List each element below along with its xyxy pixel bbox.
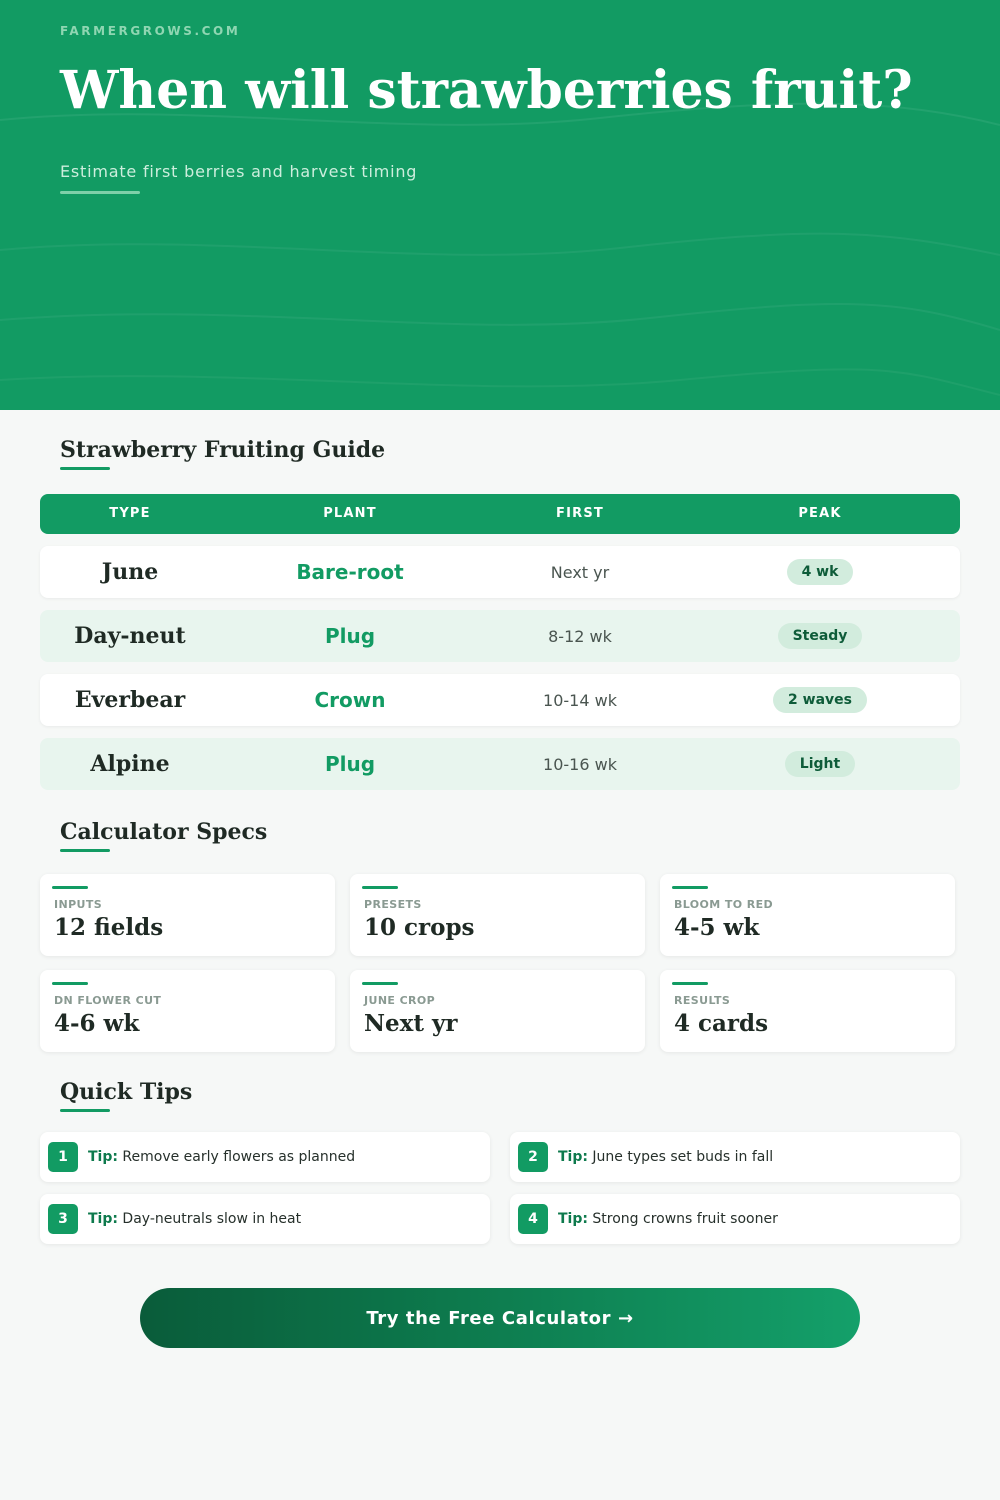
spec-card-june-crop [350,970,645,1052]
site-name: FARMERGROWS.COM [60,24,241,38]
column-header-plant: PLANT [323,506,377,521]
spec-card-presets [350,874,645,956]
table-row [40,546,960,598]
cell-plant: Bare-root [296,560,404,584]
spec-label: PRESETS [364,898,422,911]
spec-value: Next yr [364,1010,458,1037]
tip-number: 3 [48,1204,78,1234]
table-row [40,610,960,662]
table-row [40,738,960,790]
tip-text: June types set buds in fall [592,1149,774,1165]
cell-type: June [101,559,159,585]
cell-first: 10-16 wk [543,754,617,774]
tip-prefix: Tip: [558,1149,588,1165]
spec-card-results [660,970,955,1052]
tip-text: Remove early flowers as planned [122,1149,356,1165]
spec-value: 4-5 wk [674,914,760,941]
spec-value: 4-6 wk [54,1010,140,1037]
tip-item [40,1132,490,1182]
page-title: When will strawberries fruit? [60,60,913,121]
column-header-peak: PEAK [798,506,842,521]
try-calculator-button[interactable]: Try the Free Calculator → [140,1288,860,1348]
card-accent-bar [362,886,398,889]
peak-badge: Light [785,751,855,777]
tip-prefix: Tip: [88,1149,118,1165]
cell-first: 10-14 wk [543,690,617,710]
spec-value: 10 crops [364,914,475,941]
tip-number: 1 [48,1142,78,1172]
spec-card-bloom-to-red [660,874,955,956]
spec-card-inputs [40,874,335,956]
peak-badge: Steady [778,623,863,649]
tips-section-underline [60,1109,110,1112]
cell-first: 8-12 wk [548,626,612,646]
tip-prefix: Tip: [88,1211,118,1227]
tip-prefix: Tip: [558,1211,588,1227]
subtitle-underline [60,191,140,194]
cell-plant: Plug [324,624,376,648]
spec-label: RESULTS [674,994,731,1007]
card-accent-bar [52,982,88,985]
tip-text: Day-neutrals slow in heat [122,1211,302,1227]
specs-section-underline [60,849,110,852]
tip-item [510,1132,960,1182]
cell-plant: Crown [314,688,386,712]
peak-badge: 4 wk [787,559,854,585]
spec-label: DN FLOWER CUT [54,994,162,1007]
cell-type: Everbear [74,687,186,713]
card-accent-bar [362,982,398,985]
card-accent-bar [52,886,88,889]
card-accent-bar [672,982,708,985]
tip-item [510,1194,960,1244]
tip-number: 4 [518,1204,548,1234]
spec-label: BLOOM TO RED [674,898,774,911]
card-accent-bar [672,886,708,889]
guide-section-underline [60,467,110,470]
tips-section-title: Quick Tips [60,1079,193,1105]
hero-banner [0,0,1000,410]
column-header-type: TYPE [109,506,151,521]
spec-value: 12 fields [54,914,164,941]
cell-type: Alpine [90,751,170,777]
spec-value: 4 cards [674,1010,769,1037]
tip-item [40,1194,490,1244]
spec-card-dn-flower-cut [40,970,335,1052]
specs-section-title: Calculator Specs [60,819,268,845]
spec-label: JUNE CROP [364,994,436,1007]
page-subtitle: Estimate first berries and harvest timing [60,162,418,181]
spec-label: INPUTS [54,898,103,911]
cell-first: Next yr [550,562,610,582]
peak-badge: 2 waves [773,687,867,713]
guide-table-header [40,494,960,534]
guide-section-title: Strawberry Fruiting Guide [60,437,386,463]
table-row [40,674,960,726]
cell-type: Day-neut [74,623,186,649]
cell-plant: Plug [324,752,376,776]
tip-number: 2 [518,1142,548,1172]
tip-text: Strong crowns fruit sooner [592,1211,778,1227]
column-header-first: FIRST [556,506,604,521]
